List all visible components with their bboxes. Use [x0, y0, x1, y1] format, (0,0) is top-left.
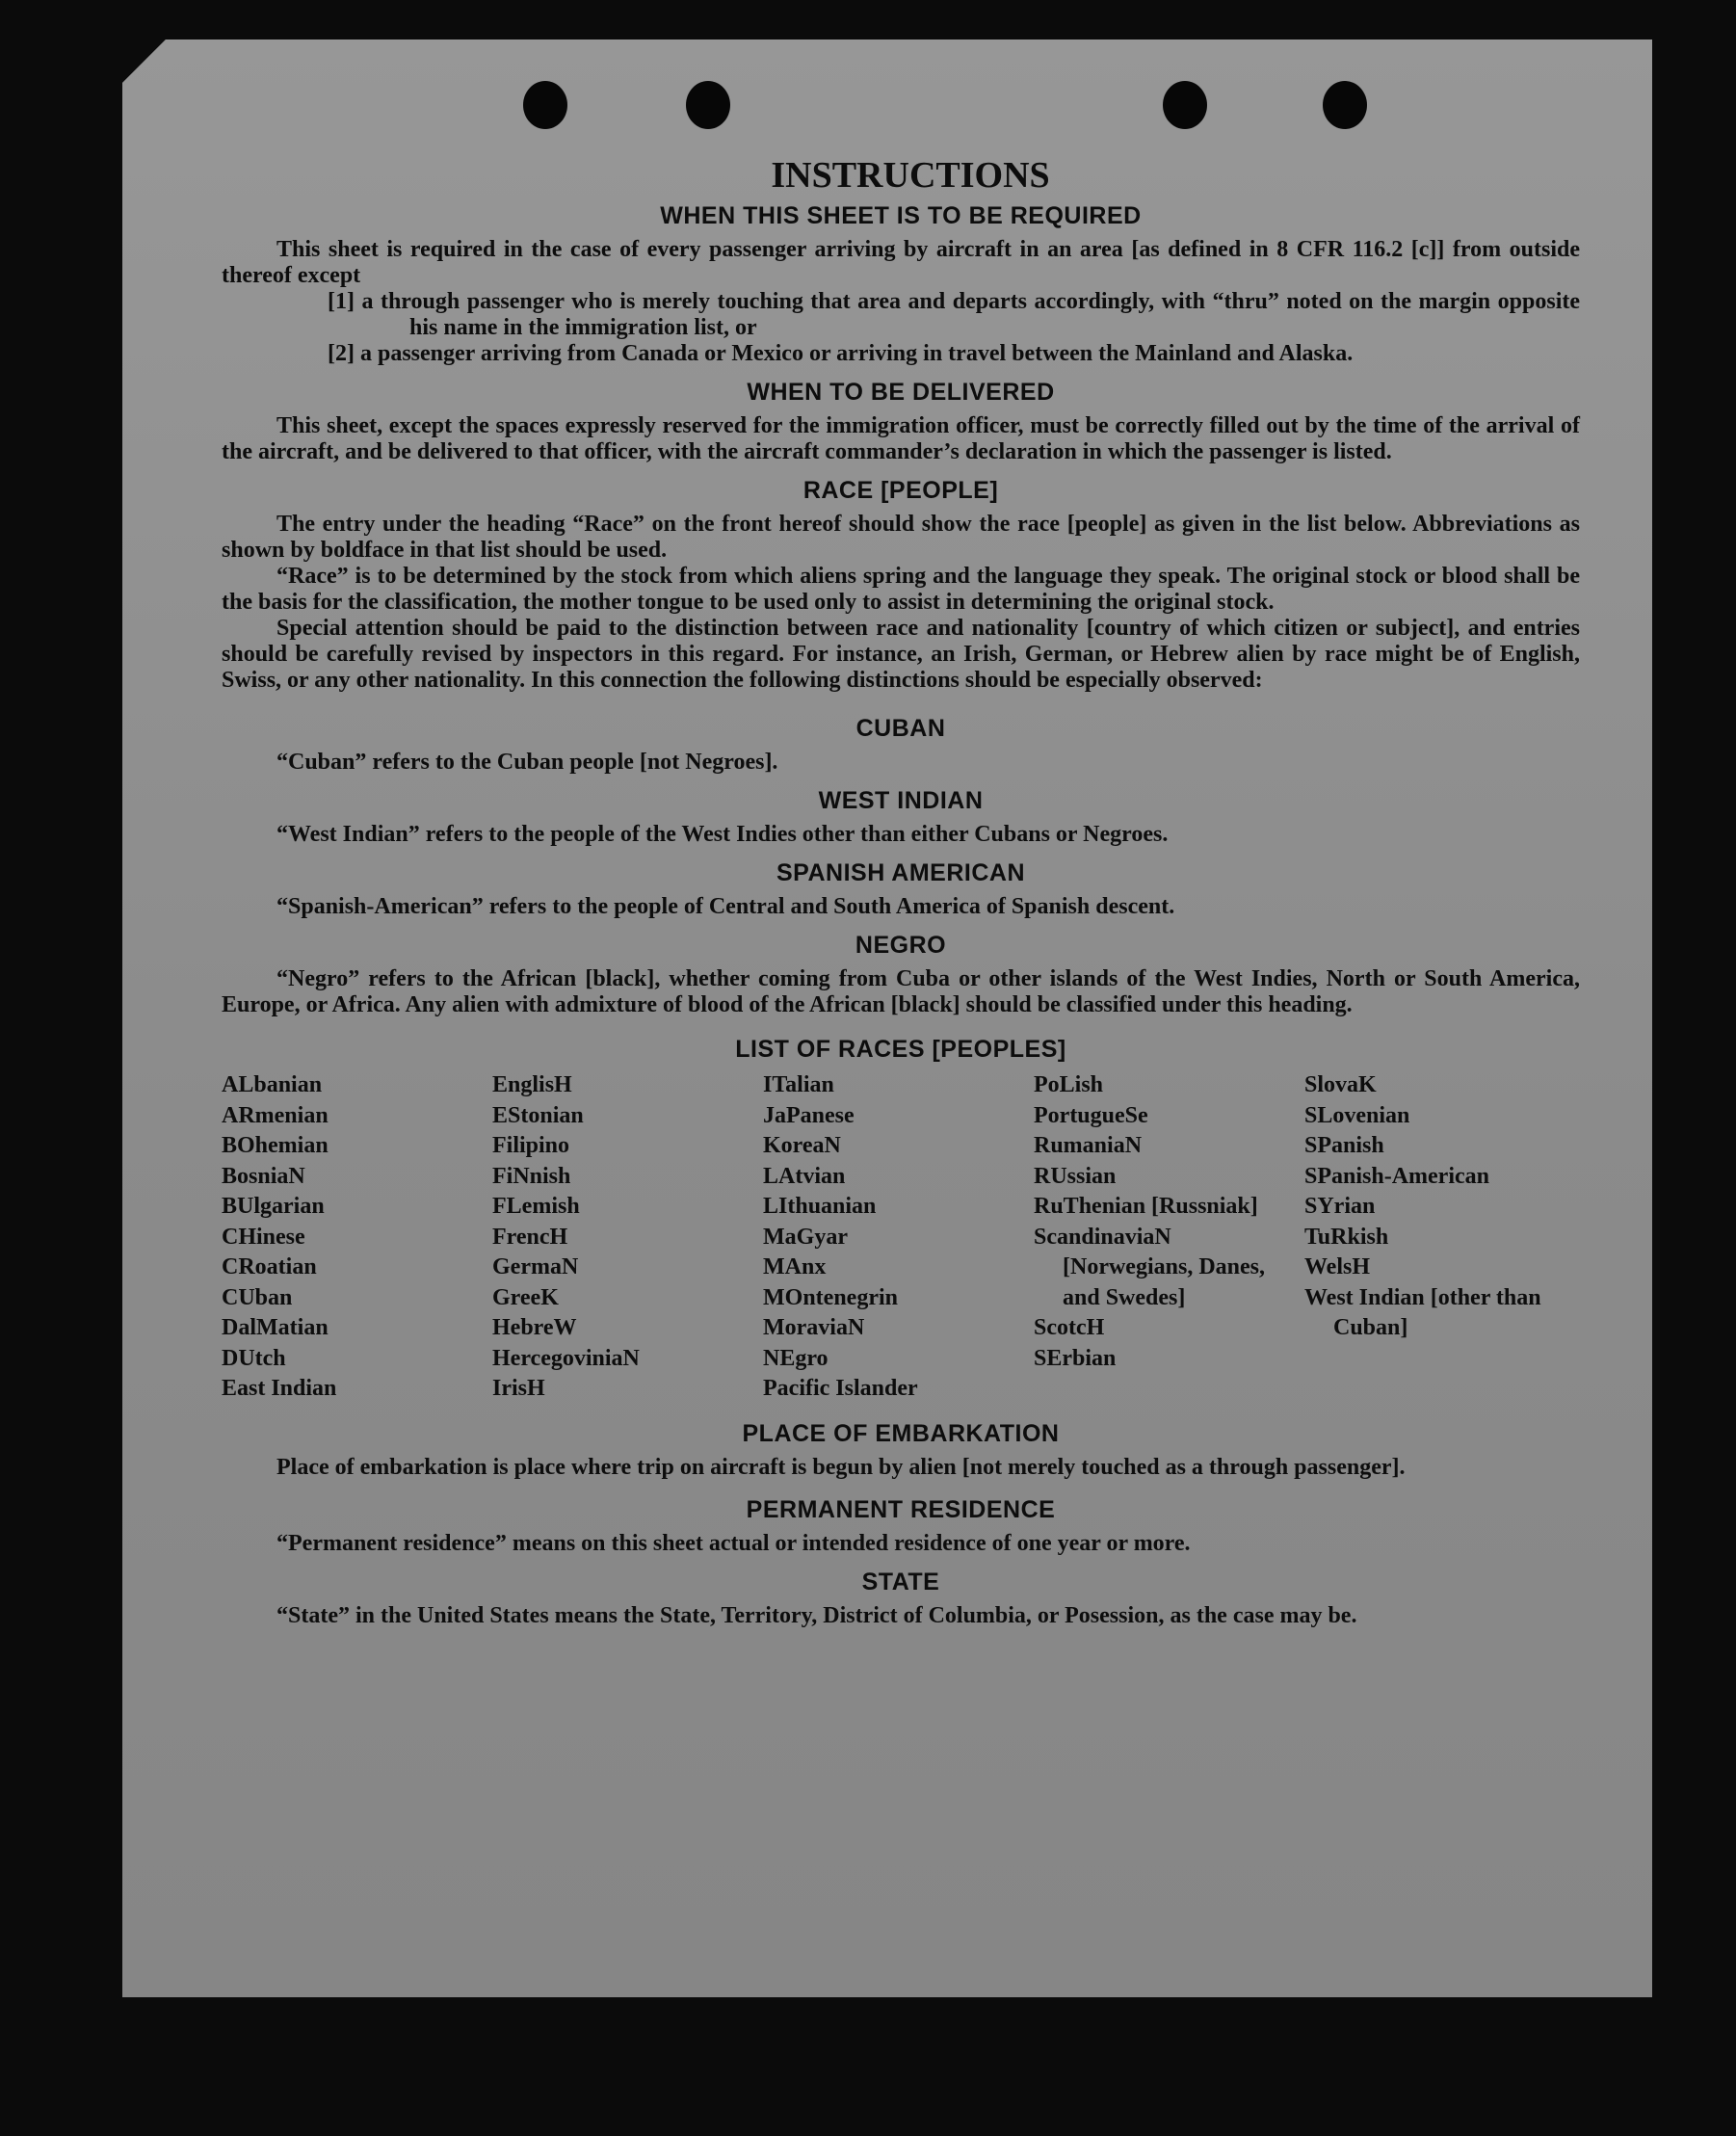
- race-item: ARmenian: [222, 1102, 329, 1128]
- race-item: SYrian: [1304, 1194, 1376, 1219]
- paragraph-when-required: This sheet is required in the case of every passenger arriving by aircraft in an area [as defined in 8 CFR 116.2 [c]] from outside thereof except: [222, 237, 1580, 288]
- race-item: West Indian [other than Cuban]: [1304, 1284, 1541, 1340]
- race-item: LIthuanian: [763, 1194, 877, 1219]
- punch-hole: [1323, 81, 1367, 129]
- paragraph-place-of-embarkation: Place of embarkation is place where trip on aircraft is begun by alien [not merely touched as a through passenger].: [276, 1454, 1406, 1480]
- race-item: NEgro: [763, 1345, 829, 1371]
- race-item: WelsH: [1304, 1254, 1371, 1279]
- heading-state: STATE: [861, 1568, 940, 1595]
- race-item: PortugueSe: [1034, 1102, 1148, 1128]
- race-item: ScandinaviaN [Norwegians, Danes, and Swedes]: [1034, 1224, 1265, 1310]
- race-item: TuRkish: [1304, 1224, 1389, 1250]
- race-item: ALbanian: [222, 1072, 323, 1097]
- race-item: ITalian: [763, 1072, 834, 1097]
- race-item: KoreaN: [763, 1133, 841, 1158]
- heading-when-delivered: WHEN TO BE DELIVERED: [747, 379, 1055, 406]
- race-item: Filipino: [492, 1133, 570, 1158]
- paragraph-race-3: Special attention should be paid to the distinction between race and nationality [country of which citizen or subject], and entries should be carefully revised by inspectors in this regard. For instance, an Irish, German, or Hebrew alien by race might be of English, Swiss, or any other nationality. In this connection the following distinctions should be especially observed:: [222, 616, 1580, 693]
- punch-hole: [523, 81, 567, 129]
- heading-negro: NEGRO: [855, 932, 947, 959]
- race-item: MOntenegrin: [763, 1284, 898, 1310]
- race-item: East Indian: [222, 1376, 337, 1401]
- paragraph-cuban: “Cuban” refers to the Cuban people [not Negroes].: [276, 750, 778, 775]
- race-item: DUtch: [222, 1345, 286, 1371]
- race-item: DalMatian: [222, 1315, 329, 1340]
- race-item: BUlgarian: [222, 1194, 325, 1219]
- race-item: RumaniaN: [1034, 1133, 1143, 1158]
- paragraph-when-delivered: This sheet, except the spaces expressly reserved for the immigration officer, must be correctly filled out by the time of the arrival of the aircraft, and be delivered to that officer, with the aircraft commander’s declaration in which the passenger is listed.: [222, 413, 1580, 464]
- race-item: BosniaN: [222, 1163, 305, 1189]
- heading-when-required: WHEN THIS SHEET IS TO BE REQUIRED: [660, 202, 1142, 229]
- race-item: RUssian: [1034, 1163, 1117, 1189]
- heading-west-indian: WEST INDIAN: [818, 787, 984, 814]
- race-item: MAnx: [763, 1254, 827, 1279]
- page-title: INSTRUCTIONS: [771, 155, 1050, 196]
- heading-place-of-embarkation: PLACE OF EMBARKATION: [742, 1419, 1060, 1447]
- heading-list-of-races: LIST OF RACES [PEOPLES]: [735, 1036, 1066, 1063]
- heading-race: RACE [PEOPLE]: [802, 477, 999, 504]
- race-item: MoraviaN: [763, 1315, 865, 1340]
- race-item: SErbian: [1034, 1345, 1117, 1371]
- races-column: [1304, 1070, 1580, 1405]
- paragraph-race-2: “Race” is to be determined by the stock from which aliens spring and the language they speak. The original stock or blood shall be the basis for the classification, the mother tongue to be used only to assist in determining the original stock.: [222, 564, 1580, 615]
- race-item: MaGyar: [763, 1224, 848, 1250]
- heading-cuban: CUBAN: [855, 715, 946, 742]
- exception-item-2: [2] a passenger arriving from Canada or Mexico or arriving in travel between the Mainland and Alaska.: [328, 341, 1354, 366]
- race-item: GreeK: [492, 1284, 559, 1310]
- race-item: EnglisH: [492, 1072, 572, 1097]
- race-item: RuThenian [Russniak]: [1034, 1194, 1258, 1219]
- race-item: JaPanese: [763, 1102, 855, 1128]
- race-item: EStonian: [492, 1102, 584, 1128]
- paragraph-race-1: The entry under the heading “Race” on the front hereof should show the race [people] as given in the list below. Abbreviations as shown by boldface in that list should be used.: [222, 512, 1580, 563]
- races-column: [222, 1070, 492, 1405]
- heading-permanent-residence: PERMANENT RESIDENCE: [746, 1495, 1056, 1523]
- race-item: CUban: [222, 1284, 293, 1310]
- heading-spanish-american: SPANISH AMERICAN: [776, 859, 1025, 886]
- instructions-document: [222, 154, 1580, 1629]
- race-item: FrencH: [492, 1224, 568, 1250]
- race-item: FLemish: [492, 1194, 580, 1219]
- race-item: GermaN: [492, 1254, 579, 1279]
- exception-item-1: [1] a through passenger who is merely touching that area and departs accordingly, with “thru” noted on the margin opposite his name in the immigration list, or: [328, 289, 1580, 340]
- race-item: ScotcH: [1034, 1315, 1105, 1340]
- paragraph-negro: “Negro” refers to the African [black], whether coming from Cuba or other islands of the West Indies, North or South America, Europe, or Africa. Any alien with admixture of blood of the African [black] should be classified under this heading.: [222, 966, 1580, 1017]
- punch-hole: [686, 81, 730, 129]
- race-item: SLovenian: [1304, 1102, 1410, 1128]
- race-item: IrisH: [492, 1376, 545, 1401]
- paragraph-west-indian: “West Indian” refers to the people of the West Indies other than either Cubans or Negroes.: [276, 822, 1169, 847]
- races-column: [492, 1070, 763, 1405]
- race-item: CHinese: [222, 1224, 305, 1250]
- race-item: SlovaK: [1304, 1072, 1377, 1097]
- race-item: CRoatian: [222, 1254, 317, 1279]
- paragraph-spanish-american: “Spanish-American” refers to the people of Central and South America of Spanish descent.: [276, 894, 1175, 919]
- punch-hole: [1163, 81, 1207, 129]
- races-list: [222, 1070, 1580, 1405]
- race-item: BOhemian: [222, 1133, 329, 1158]
- race-item: SPanish-American: [1304, 1163, 1489, 1189]
- race-item: HebreW: [492, 1315, 577, 1340]
- race-item: SPanish: [1304, 1133, 1384, 1158]
- race-item: PoLish: [1034, 1072, 1104, 1097]
- race-item: HercegoviniaN: [492, 1345, 640, 1371]
- race-item: Pacific Islander: [763, 1376, 918, 1401]
- race-item: LAtvian: [763, 1163, 846, 1189]
- paragraph-permanent-residence: “Permanent residence” means on this sheet actual or intended residence of one year or more.: [276, 1530, 1191, 1556]
- paragraph-state: “State” in the United States means the State, Territory, District of Columbia, or Posession, as the case may be.: [276, 1602, 1357, 1628]
- races-column: [1034, 1070, 1304, 1405]
- races-column: [763, 1070, 1034, 1405]
- race-item: FiNnish: [492, 1163, 571, 1189]
